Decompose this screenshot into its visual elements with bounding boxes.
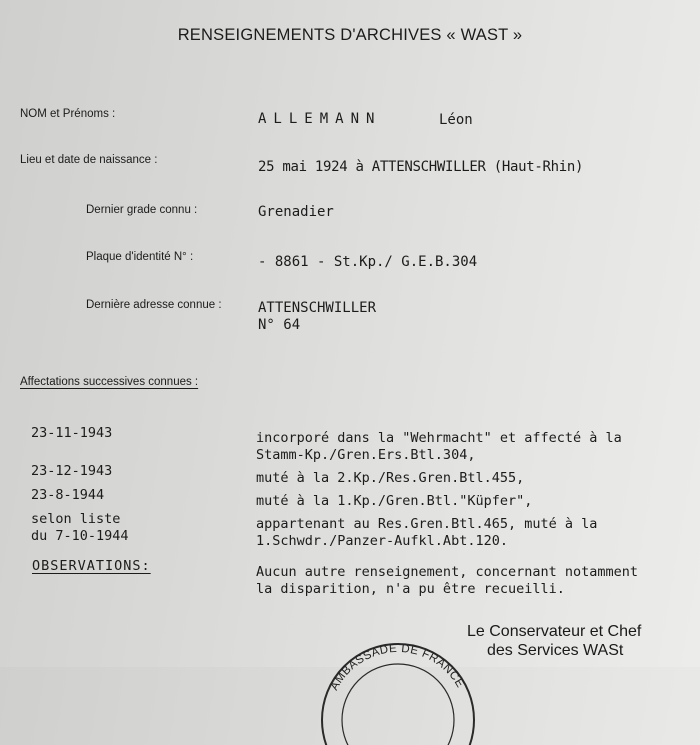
first-name-value: Léon [439,112,473,128]
observations-label: OBSERVATIONS: [32,558,151,574]
name-label: NOM et Prénoms : [20,108,116,120]
official-stamp [300,625,490,745]
rank-value: Grenadier [258,204,334,220]
assignment-date: 23-12-1943 [31,463,113,479]
assignment-date: 23-8-1944 [31,487,105,503]
address-line1: ATTENSCHWILLER [258,300,377,316]
id-tag-label: Plaque d'identité N° : [86,251,194,263]
assignments-heading: Affectations successives connues : [20,376,199,388]
observations-text-cont: la disparition, n'a pu être recueilli. [256,581,565,597]
assignment-text: appartenant au Res.Gren.Btl.465, muté à la [256,516,598,532]
stamp-text: AMBASSADE DE FRANCE [328,642,467,693]
assignment-date: selon liste [31,511,121,527]
signature-line2: des Services WASt [487,642,624,659]
rank-label: Dernier grade connu : [86,204,198,216]
birth-label: Lieu et date de naissance : [20,154,158,166]
document-title: RENSEIGNEMENTS D'ARCHIVES « WAST » [177,26,523,44]
birth-value: 25 mai 1924 à ATTENSCHWILLER (Haut-Rhin) [258,159,584,175]
assignment-text: muté à la 1.Kp./Gren.Btl."Küpfer", [256,493,533,509]
assignment-date: 23-11-1943 [31,425,113,441]
address-line2: N° 64 [258,317,301,333]
assignment-text-cont: 1.Schwdr./Panzer-Aufkl.Abt.120. [256,533,508,549]
surname-value: ALLEMANN [258,111,382,127]
assignment-text: muté à la 2.Kp./Res.Gren.Btl.455, [256,470,525,486]
id-tag-value: - 8861 - St.Kp./ G.E.B.304 [258,254,478,270]
assignment-text-cont: Stamm-Kp./Gren.Ers.Btl.304, [256,447,476,463]
signature-line1: Le Conservateur et Chef [467,623,642,640]
assignment-text: incorporé dans la "Wehrmacht" et affecté à la [256,430,622,446]
assignment-date-cont: du 7-10-1944 [31,528,129,544]
observations-text: Aucun autre renseignement, concernant notamment [256,564,639,580]
svg-text:AMBASSADE DE FRANCE [328,643,466,693]
address-label: Dernière adresse connue : [86,299,222,311]
